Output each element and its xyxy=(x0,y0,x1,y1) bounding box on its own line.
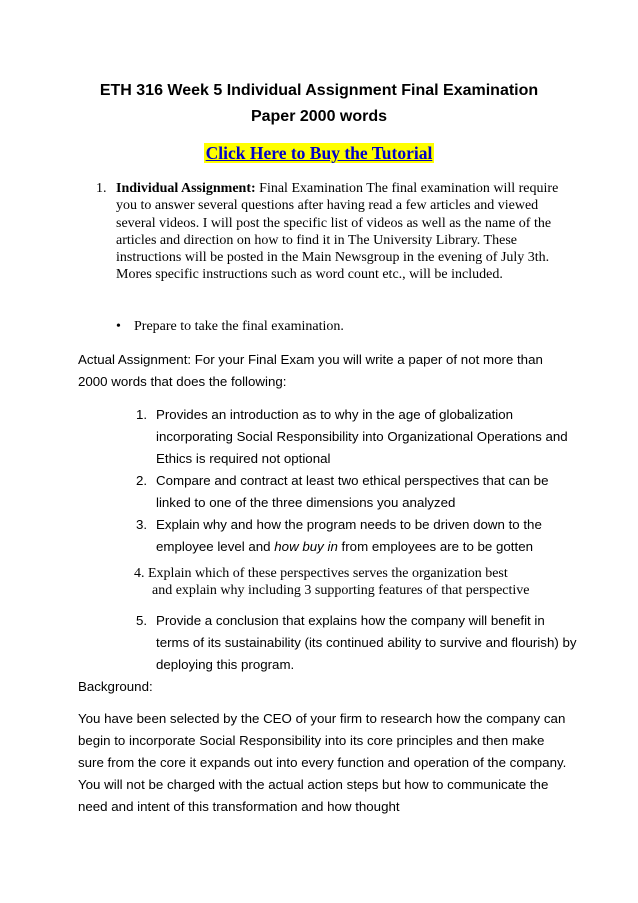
list-text xyxy=(156,514,580,558)
list-text-line-2: and explain why including 3 supporting features of that perspective xyxy=(152,583,530,599)
list-text: Provides an introduction as to why in the age of globalization incorporating Social Responsibility into Organizational Operations and Ethics is required not optional xyxy=(156,407,568,466)
title-line-2: Paper 2000 words xyxy=(250,108,388,125)
list-text-after: from employees are to be gotten xyxy=(337,539,533,554)
background-paragraph: You have been selected by the CEO of your firm to research how the company can begin to incorporate Social Responsibility into its core principles and then make sure from the core it expands out into every function and operation of the company. You will not be charged with the actual action steps but how to communicate the need and intent of this transformation and how thought xyxy=(78,711,567,814)
bullet-icon: • xyxy=(116,319,121,334)
item-body: Final Examination The final examination will require you to answer several questions after having read a few articles and viewed several videos. I will post the specific list of videos as well as the name of the articles and direction on how to find it in The University Library. These instructions will be posted in the Main Newsgroup in the evening of July 3th. Mores specific instructions such as word count etc., will be included. xyxy=(116,181,559,283)
list-number: 3. xyxy=(136,517,148,532)
list-number: 1. xyxy=(136,407,148,422)
page-title xyxy=(60,78,578,130)
list-number: 2. xyxy=(136,473,148,488)
tutorial-link-container xyxy=(0,143,638,164)
bullet-text: Prepare to take the final examination. xyxy=(134,319,344,334)
list-text: Provide a conclusion that explains how the company will benefit in terms of its sustainability (its continued ability to survive and flourish) by deploying this program. xyxy=(156,613,577,672)
list-number: 5. xyxy=(136,613,148,628)
item-text xyxy=(116,180,576,284)
list-item-4 xyxy=(134,565,594,600)
list-text-italic: how buy in xyxy=(274,539,338,554)
item-label: Individual Assignment: xyxy=(116,181,256,196)
list-text-line-1: 4. Explain which of these perspectives serves the organization best xyxy=(134,566,508,581)
actual-assignment-line-2: 2000 words that does the following: xyxy=(78,374,287,389)
list-text: Compare and contract at least two ethical perspectives that can be linked to one of the three dimensions you analyzed xyxy=(156,473,549,510)
item-number: 1. xyxy=(96,181,107,196)
title-line-1: ETH 316 Week 5 Individual Assignment Final Examination xyxy=(99,82,539,99)
list-text-before: Explain why and how the program needs to be driven down to the employee level and xyxy=(156,517,542,554)
actual-assignment-paragraph xyxy=(78,349,578,393)
buy-tutorial-link[interactable]: Click Here to Buy the Tutorial xyxy=(205,143,433,163)
background-heading: Background: xyxy=(78,679,153,694)
actual-assignment-line-1: Actual Assignment: For your Final Exam you will write a paper of not more than xyxy=(78,352,543,367)
